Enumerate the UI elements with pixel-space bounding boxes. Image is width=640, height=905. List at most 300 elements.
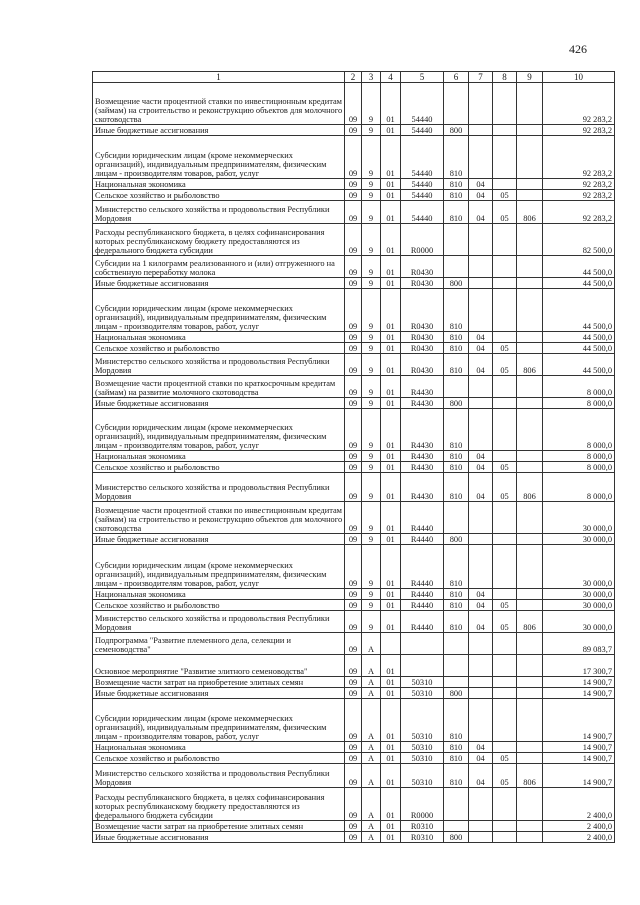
row-name-cell: Национальная экономика bbox=[93, 451, 345, 462]
amount-cell: 8 000,0 bbox=[543, 376, 615, 398]
row-name-cell: Министерство сельского хозяйства и продовольствия Республики Мордовия bbox=[93, 354, 345, 376]
podrazdel-cell: 05 bbox=[493, 753, 517, 764]
budget-table bbox=[92, 71, 615, 843]
expense-code-cell: R4440 bbox=[401, 545, 444, 589]
type-code-cell: 810 bbox=[444, 343, 469, 354]
event-code-cell: 01 bbox=[381, 611, 401, 633]
razdel-cell bbox=[469, 677, 493, 688]
row-name-cell: Национальная экономика bbox=[93, 589, 345, 600]
expense-code-cell: R0000 bbox=[401, 788, 444, 821]
table-row bbox=[93, 589, 615, 600]
expense-code-cell: R4430 bbox=[401, 462, 444, 473]
expense-code-cell: R4430 bbox=[401, 409, 444, 451]
amount-cell: 44 500,0 bbox=[543, 278, 615, 289]
type-code-cell bbox=[444, 256, 469, 278]
type-code-cell bbox=[444, 224, 469, 256]
program-code-cell: 9 bbox=[362, 409, 381, 451]
section-code-cell: 09 bbox=[345, 278, 362, 289]
header-cell: 9 bbox=[517, 72, 543, 83]
table-row bbox=[93, 462, 615, 473]
razdel-cell: 04 bbox=[469, 332, 493, 343]
type-code-cell: 810 bbox=[444, 742, 469, 753]
program-code-cell: 9 bbox=[362, 179, 381, 190]
program-code-cell: 9 bbox=[362, 136, 381, 179]
row-name-cell: Иные бюджетные ассигнования bbox=[93, 688, 345, 699]
row-name-cell: Возмещение части затрат на приобретение элитных семян bbox=[93, 821, 345, 832]
podrazdel-cell bbox=[493, 832, 517, 843]
expense-code-cell: 50310 bbox=[401, 677, 444, 688]
type-code-cell: 810 bbox=[444, 753, 469, 764]
event-code-cell: 01 bbox=[381, 83, 401, 125]
ministry-code-cell bbox=[517, 502, 543, 534]
razdel-cell bbox=[469, 699, 493, 742]
section-code-cell: 09 bbox=[345, 201, 362, 224]
podrazdel-cell bbox=[493, 278, 517, 289]
event-code-cell: 01 bbox=[381, 398, 401, 409]
ministry-code-cell bbox=[517, 534, 543, 545]
event-code-cell: 01 bbox=[381, 473, 401, 502]
section-code-cell: 09 bbox=[345, 764, 362, 788]
expense-code-cell: 54440 bbox=[401, 125, 444, 136]
amount-cell: 92 283,2 bbox=[543, 190, 615, 201]
program-code-cell: 9 bbox=[362, 600, 381, 611]
header-cell: 10 bbox=[543, 72, 615, 83]
table-row bbox=[93, 398, 615, 409]
razdel-cell: 04 bbox=[469, 201, 493, 224]
amount-cell: 44 500,0 bbox=[543, 354, 615, 376]
razdel-cell bbox=[469, 83, 493, 125]
event-code-cell: 01 bbox=[381, 753, 401, 764]
amount-cell: 30 000,0 bbox=[543, 545, 615, 589]
table-row bbox=[93, 788, 615, 821]
program-code-cell: 9 bbox=[362, 278, 381, 289]
type-code-cell: 800 bbox=[444, 832, 469, 843]
type-code-cell: 810 bbox=[444, 190, 469, 201]
event-code-cell: 01 bbox=[381, 332, 401, 343]
ministry-code-cell: 806 bbox=[517, 764, 543, 788]
ministry-code-cell bbox=[517, 125, 543, 136]
program-code-cell: 9 bbox=[362, 589, 381, 600]
expense-code-cell: 50310 bbox=[401, 742, 444, 753]
row-name-cell: Субсидии юридическим лицам (кроме некоммерческих организаций), индивидуальным предпринимателям, физическим лицам - производителям товаров, работ, услуг bbox=[93, 409, 345, 451]
program-code-cell: 9 bbox=[362, 289, 381, 332]
table-row bbox=[93, 742, 615, 753]
expense-code-cell: R4440 bbox=[401, 534, 444, 545]
row-name-cell: Министерство сельского хозяйства и продовольствия Республики Мордовия bbox=[93, 201, 345, 224]
section-code-cell: 09 bbox=[345, 462, 362, 473]
podrazdel-cell bbox=[493, 788, 517, 821]
podrazdel-cell bbox=[493, 451, 517, 462]
row-name-cell: Субсидии юридическим лицам (кроме некоммерческих организаций), индивидуальным предпринимателям, физическим лицам - производителям товаров, работ, услуг bbox=[93, 545, 345, 589]
type-code-cell bbox=[444, 655, 469, 677]
expense-code-cell: R0310 bbox=[401, 821, 444, 832]
amount-cell: 8 000,0 bbox=[543, 409, 615, 451]
event-code-cell: 01 bbox=[381, 278, 401, 289]
amount-cell: 8 000,0 bbox=[543, 451, 615, 462]
expense-code-cell: R4430 bbox=[401, 451, 444, 462]
podrazdel-cell bbox=[493, 398, 517, 409]
program-code-cell: 9 bbox=[362, 343, 381, 354]
program-code-cell: 9 bbox=[362, 451, 381, 462]
program-code-cell: 9 bbox=[362, 256, 381, 278]
event-code-cell: 01 bbox=[381, 409, 401, 451]
section-code-cell: 09 bbox=[345, 376, 362, 398]
razdel-cell: 04 bbox=[469, 764, 493, 788]
ministry-code-cell bbox=[517, 376, 543, 398]
razdel-cell bbox=[469, 821, 493, 832]
podrazdel-cell bbox=[493, 256, 517, 278]
type-code-cell: 800 bbox=[444, 398, 469, 409]
section-code-cell: 09 bbox=[345, 256, 362, 278]
program-code-cell: 9 bbox=[362, 376, 381, 398]
section-code-cell: 09 bbox=[345, 788, 362, 821]
row-name-cell: Сельское хозяйство и рыболовство bbox=[93, 600, 345, 611]
table-row bbox=[93, 409, 615, 451]
program-code-cell: 9 bbox=[362, 190, 381, 201]
row-name-cell: Основное мероприятие "Развитие элитного семеноводства" bbox=[93, 655, 345, 677]
type-code-cell: 810 bbox=[444, 699, 469, 742]
row-name-cell: Возмещение части процентной ставки по инвестиционным кредитам (займам) на строительство и реконструкцию объектов для молочного скотоводства bbox=[93, 502, 345, 534]
expense-code-cell: R4440 bbox=[401, 600, 444, 611]
ministry-code-cell bbox=[517, 742, 543, 753]
section-code-cell: 09 bbox=[345, 688, 362, 699]
razdel-cell: 04 bbox=[469, 611, 493, 633]
razdel-cell bbox=[469, 534, 493, 545]
table-row bbox=[93, 179, 615, 190]
ministry-code-cell bbox=[517, 688, 543, 699]
type-code-cell: 810 bbox=[444, 201, 469, 224]
razdel-cell bbox=[469, 409, 493, 451]
section-code-cell: 09 bbox=[345, 451, 362, 462]
ministry-code-cell bbox=[517, 289, 543, 332]
type-code-cell bbox=[444, 677, 469, 688]
header-cell: 4 bbox=[381, 72, 401, 83]
razdel-cell bbox=[469, 502, 493, 534]
program-code-cell: 9 bbox=[362, 534, 381, 545]
ministry-code-cell bbox=[517, 256, 543, 278]
program-code-cell: А bbox=[362, 753, 381, 764]
type-code-cell: 810 bbox=[444, 462, 469, 473]
podrazdel-cell: 05 bbox=[493, 462, 517, 473]
section-code-cell: 09 bbox=[345, 534, 362, 545]
amount-cell: 8 000,0 bbox=[543, 462, 615, 473]
ministry-code-cell bbox=[517, 343, 543, 354]
program-code-cell: 9 bbox=[362, 502, 381, 534]
row-name-cell: Министерство сельского хозяйства и продовольствия Республики Мордовия bbox=[93, 473, 345, 502]
event-code-cell: 01 bbox=[381, 832, 401, 843]
ministry-code-cell bbox=[517, 278, 543, 289]
ministry-code-cell bbox=[517, 655, 543, 677]
ministry-code-cell bbox=[517, 699, 543, 742]
expense-code-cell bbox=[401, 633, 444, 655]
table-row bbox=[93, 125, 615, 136]
section-code-cell: 09 bbox=[345, 332, 362, 343]
ministry-code-cell bbox=[517, 190, 543, 201]
podrazdel-cell: 05 bbox=[493, 600, 517, 611]
table-row bbox=[93, 688, 615, 699]
event-code-cell: 01 bbox=[381, 589, 401, 600]
program-code-cell: А bbox=[362, 821, 381, 832]
podrazdel-cell bbox=[493, 409, 517, 451]
table-row bbox=[93, 343, 615, 354]
amount-cell: 30 000,0 bbox=[543, 502, 615, 534]
row-name-cell: Сельское хозяйство и рыболовство bbox=[93, 190, 345, 201]
razdel-cell bbox=[469, 136, 493, 179]
podrazdel-cell bbox=[493, 136, 517, 179]
event-code-cell: 01 bbox=[381, 343, 401, 354]
table-row bbox=[93, 545, 615, 589]
podrazdel-cell bbox=[493, 677, 517, 688]
ministry-code-cell bbox=[517, 451, 543, 462]
row-name-cell: Национальная экономика bbox=[93, 179, 345, 190]
expense-code-cell bbox=[401, 655, 444, 677]
event-code-cell: 01 bbox=[381, 699, 401, 742]
program-code-cell: А bbox=[362, 699, 381, 742]
section-code-cell: 09 bbox=[345, 699, 362, 742]
razdel-cell bbox=[469, 655, 493, 677]
program-code-cell: А bbox=[362, 742, 381, 753]
type-code-cell: 800 bbox=[444, 125, 469, 136]
podrazdel-cell: 05 bbox=[493, 190, 517, 201]
podrazdel-cell bbox=[493, 125, 517, 136]
amount-cell: 8 000,0 bbox=[543, 398, 615, 409]
ministry-code-cell bbox=[517, 832, 543, 843]
podrazdel-cell bbox=[493, 289, 517, 332]
type-code-cell: 810 bbox=[444, 589, 469, 600]
program-code-cell: А bbox=[362, 655, 381, 677]
type-code-cell: 810 bbox=[444, 451, 469, 462]
table-row bbox=[93, 655, 615, 677]
amount-cell: 8 000,0 bbox=[543, 473, 615, 502]
table-row bbox=[93, 256, 615, 278]
razdel-cell bbox=[469, 788, 493, 821]
amount-cell: 44 500,0 bbox=[543, 332, 615, 343]
ministry-code-cell bbox=[517, 398, 543, 409]
ministry-code-cell bbox=[517, 753, 543, 764]
event-code-cell: 01 bbox=[381, 125, 401, 136]
expense-code-cell: R0430 bbox=[401, 256, 444, 278]
program-code-cell: 9 bbox=[362, 83, 381, 125]
program-code-cell: 9 bbox=[362, 125, 381, 136]
type-code-cell: 810 bbox=[444, 611, 469, 633]
ministry-code-cell bbox=[517, 821, 543, 832]
event-code-cell: 01 bbox=[381, 354, 401, 376]
table-header-row bbox=[93, 72, 615, 83]
table-row bbox=[93, 136, 615, 179]
expense-code-cell: R4430 bbox=[401, 473, 444, 502]
row-name-cell: Возмещение части затрат на приобретение элитных семян bbox=[93, 677, 345, 688]
razdel-cell bbox=[469, 376, 493, 398]
section-code-cell: 09 bbox=[345, 832, 362, 843]
ministry-code-cell bbox=[517, 788, 543, 821]
event-code-cell: 01 bbox=[381, 289, 401, 332]
table-row bbox=[93, 534, 615, 545]
expense-code-cell: 54440 bbox=[401, 190, 444, 201]
row-name-cell: Сельское хозяйство и рыболовство bbox=[93, 343, 345, 354]
header-cell: 6 bbox=[444, 72, 469, 83]
amount-cell: 44 500,0 bbox=[543, 343, 615, 354]
podrazdel-cell bbox=[493, 224, 517, 256]
table-row bbox=[93, 83, 615, 125]
header-cell: 5 bbox=[401, 72, 444, 83]
ministry-code-cell bbox=[517, 545, 543, 589]
table-row bbox=[93, 699, 615, 742]
expense-code-cell: 54440 bbox=[401, 201, 444, 224]
section-code-cell: 09 bbox=[345, 677, 362, 688]
table-row bbox=[93, 224, 615, 256]
expense-code-cell: R0430 bbox=[401, 332, 444, 343]
program-code-cell: А bbox=[362, 633, 381, 655]
row-name-cell: Иные бюджетные ассигнования bbox=[93, 125, 345, 136]
section-code-cell: 09 bbox=[345, 224, 362, 256]
event-code-cell: 01 bbox=[381, 190, 401, 201]
table-row bbox=[93, 753, 615, 764]
table-row bbox=[93, 821, 615, 832]
razdel-cell: 04 bbox=[469, 600, 493, 611]
podrazdel-cell bbox=[493, 376, 517, 398]
section-code-cell: 09 bbox=[345, 125, 362, 136]
ministry-code-cell: 806 bbox=[517, 354, 543, 376]
razdel-cell: 04 bbox=[469, 742, 493, 753]
razdel-cell: 04 bbox=[469, 179, 493, 190]
program-code-cell: А bbox=[362, 688, 381, 699]
event-code-cell bbox=[381, 633, 401, 655]
amount-cell: 92 283,2 bbox=[543, 136, 615, 179]
podrazdel-cell bbox=[493, 633, 517, 655]
section-code-cell: 09 bbox=[345, 136, 362, 179]
razdel-cell: 04 bbox=[469, 451, 493, 462]
event-code-cell: 01 bbox=[381, 451, 401, 462]
section-code-cell: 09 bbox=[345, 545, 362, 589]
program-code-cell: 9 bbox=[362, 332, 381, 343]
event-code-cell: 01 bbox=[381, 688, 401, 699]
type-code-cell: 800 bbox=[444, 278, 469, 289]
razdel-cell bbox=[469, 545, 493, 589]
podrazdel-cell bbox=[493, 655, 517, 677]
event-code-cell: 01 bbox=[381, 677, 401, 688]
header-cell: 3 bbox=[362, 72, 381, 83]
table-row bbox=[93, 201, 615, 224]
razdel-cell bbox=[469, 224, 493, 256]
type-code-cell: 810 bbox=[444, 600, 469, 611]
razdel-cell bbox=[469, 278, 493, 289]
section-code-cell: 09 bbox=[345, 655, 362, 677]
podrazdel-cell: 05 bbox=[493, 764, 517, 788]
podrazdel-cell bbox=[493, 534, 517, 545]
event-code-cell: 01 bbox=[381, 821, 401, 832]
ministry-code-cell bbox=[517, 224, 543, 256]
event-code-cell: 01 bbox=[381, 545, 401, 589]
row-name-cell: Национальная экономика bbox=[93, 332, 345, 343]
section-code-cell: 09 bbox=[345, 289, 362, 332]
program-code-cell: 9 bbox=[362, 462, 381, 473]
table-row bbox=[93, 832, 615, 843]
row-name-cell: Сельское хозяйство и рыболовство bbox=[93, 462, 345, 473]
program-code-cell: 9 bbox=[362, 473, 381, 502]
table-row bbox=[93, 278, 615, 289]
expense-code-cell: R0430 bbox=[401, 343, 444, 354]
table-row bbox=[93, 677, 615, 688]
section-code-cell: 09 bbox=[345, 354, 362, 376]
expense-code-cell: R4440 bbox=[401, 589, 444, 600]
table-row bbox=[93, 502, 615, 534]
row-name-cell: Возмещение части процентной ставки по инвестиционным кредитам (займам) на строительство и реконструкцию объектов для молочного скотоводства bbox=[93, 83, 345, 125]
expense-code-cell: R0310 bbox=[401, 832, 444, 843]
section-code-cell: 09 bbox=[345, 742, 362, 753]
row-name-cell: Иные бюджетные ассигнования bbox=[93, 398, 345, 409]
table-row bbox=[93, 600, 615, 611]
type-code-cell: 810 bbox=[444, 179, 469, 190]
amount-cell: 92 283,2 bbox=[543, 179, 615, 190]
row-name-cell: Иные бюджетные ассигнования bbox=[93, 534, 345, 545]
row-name-cell: Субсидии юридическим лицам (кроме некоммерческих организаций), индивидуальным предпринимателям, физическим лицам - производителям товаров, работ, услуг bbox=[93, 289, 345, 332]
event-code-cell: 01 bbox=[381, 534, 401, 545]
expense-code-cell: R0430 bbox=[401, 278, 444, 289]
ministry-code-cell bbox=[517, 136, 543, 179]
section-code-cell: 09 bbox=[345, 753, 362, 764]
event-code-cell: 01 bbox=[381, 136, 401, 179]
amount-cell: 14 900,7 bbox=[543, 699, 615, 742]
amount-cell: 17 300,7 bbox=[543, 655, 615, 677]
expense-code-cell: 50310 bbox=[401, 699, 444, 742]
table-row bbox=[93, 354, 615, 376]
type-code-cell: 810 bbox=[444, 409, 469, 451]
event-code-cell: 01 bbox=[381, 742, 401, 753]
type-code-cell: 800 bbox=[444, 688, 469, 699]
amount-cell: 2 400,0 bbox=[543, 821, 615, 832]
ministry-code-cell: 806 bbox=[517, 201, 543, 224]
program-code-cell: 9 bbox=[362, 545, 381, 589]
event-code-cell: 01 bbox=[381, 655, 401, 677]
amount-cell: 14 900,7 bbox=[543, 742, 615, 753]
type-code-cell: 810 bbox=[444, 136, 469, 179]
expense-code-cell: R4440 bbox=[401, 502, 444, 534]
amount-cell: 92 283,2 bbox=[543, 83, 615, 125]
expense-code-cell: 54440 bbox=[401, 83, 444, 125]
section-code-cell: 09 bbox=[345, 398, 362, 409]
section-code-cell: 09 bbox=[345, 821, 362, 832]
podrazdel-cell bbox=[493, 699, 517, 742]
section-code-cell: 09 bbox=[345, 83, 362, 125]
program-code-cell: 9 bbox=[362, 201, 381, 224]
razdel-cell: 04 bbox=[469, 473, 493, 502]
ministry-code-cell bbox=[517, 332, 543, 343]
table-row bbox=[93, 332, 615, 343]
program-code-cell: 9 bbox=[362, 224, 381, 256]
row-name-cell: Расходы республиканского бюджета, в целях софинансирования которых республиканскому бюджету предоставляются из федерального бюджета субсидии bbox=[93, 788, 345, 821]
amount-cell: 82 500,0 bbox=[543, 224, 615, 256]
type-code-cell bbox=[444, 502, 469, 534]
razdel-cell bbox=[469, 289, 493, 332]
amount-cell: 30 000,0 bbox=[543, 600, 615, 611]
type-code-cell bbox=[444, 83, 469, 125]
expense-code-cell: 50310 bbox=[401, 764, 444, 788]
row-name-cell: Субсидии юридическим лицам (кроме некоммерческих организаций), индивидуальным предпринимателям, физическим лицам - производителям товаров, работ, услуг bbox=[93, 136, 345, 179]
section-code-cell: 09 bbox=[345, 343, 362, 354]
row-name-cell: Подпрограмма "Развитие племенного дела, селекции и семеноводства" bbox=[93, 633, 345, 655]
header-cell: 8 bbox=[493, 72, 517, 83]
type-code-cell: 810 bbox=[444, 473, 469, 502]
section-code-cell: 09 bbox=[345, 473, 362, 502]
razdel-cell bbox=[469, 398, 493, 409]
section-code-cell: 09 bbox=[345, 600, 362, 611]
type-code-cell bbox=[444, 633, 469, 655]
razdel-cell: 04 bbox=[469, 462, 493, 473]
amount-cell: 44 500,0 bbox=[543, 256, 615, 278]
table-row bbox=[93, 451, 615, 462]
podrazdel-cell bbox=[493, 821, 517, 832]
podrazdel-cell: 05 bbox=[493, 343, 517, 354]
